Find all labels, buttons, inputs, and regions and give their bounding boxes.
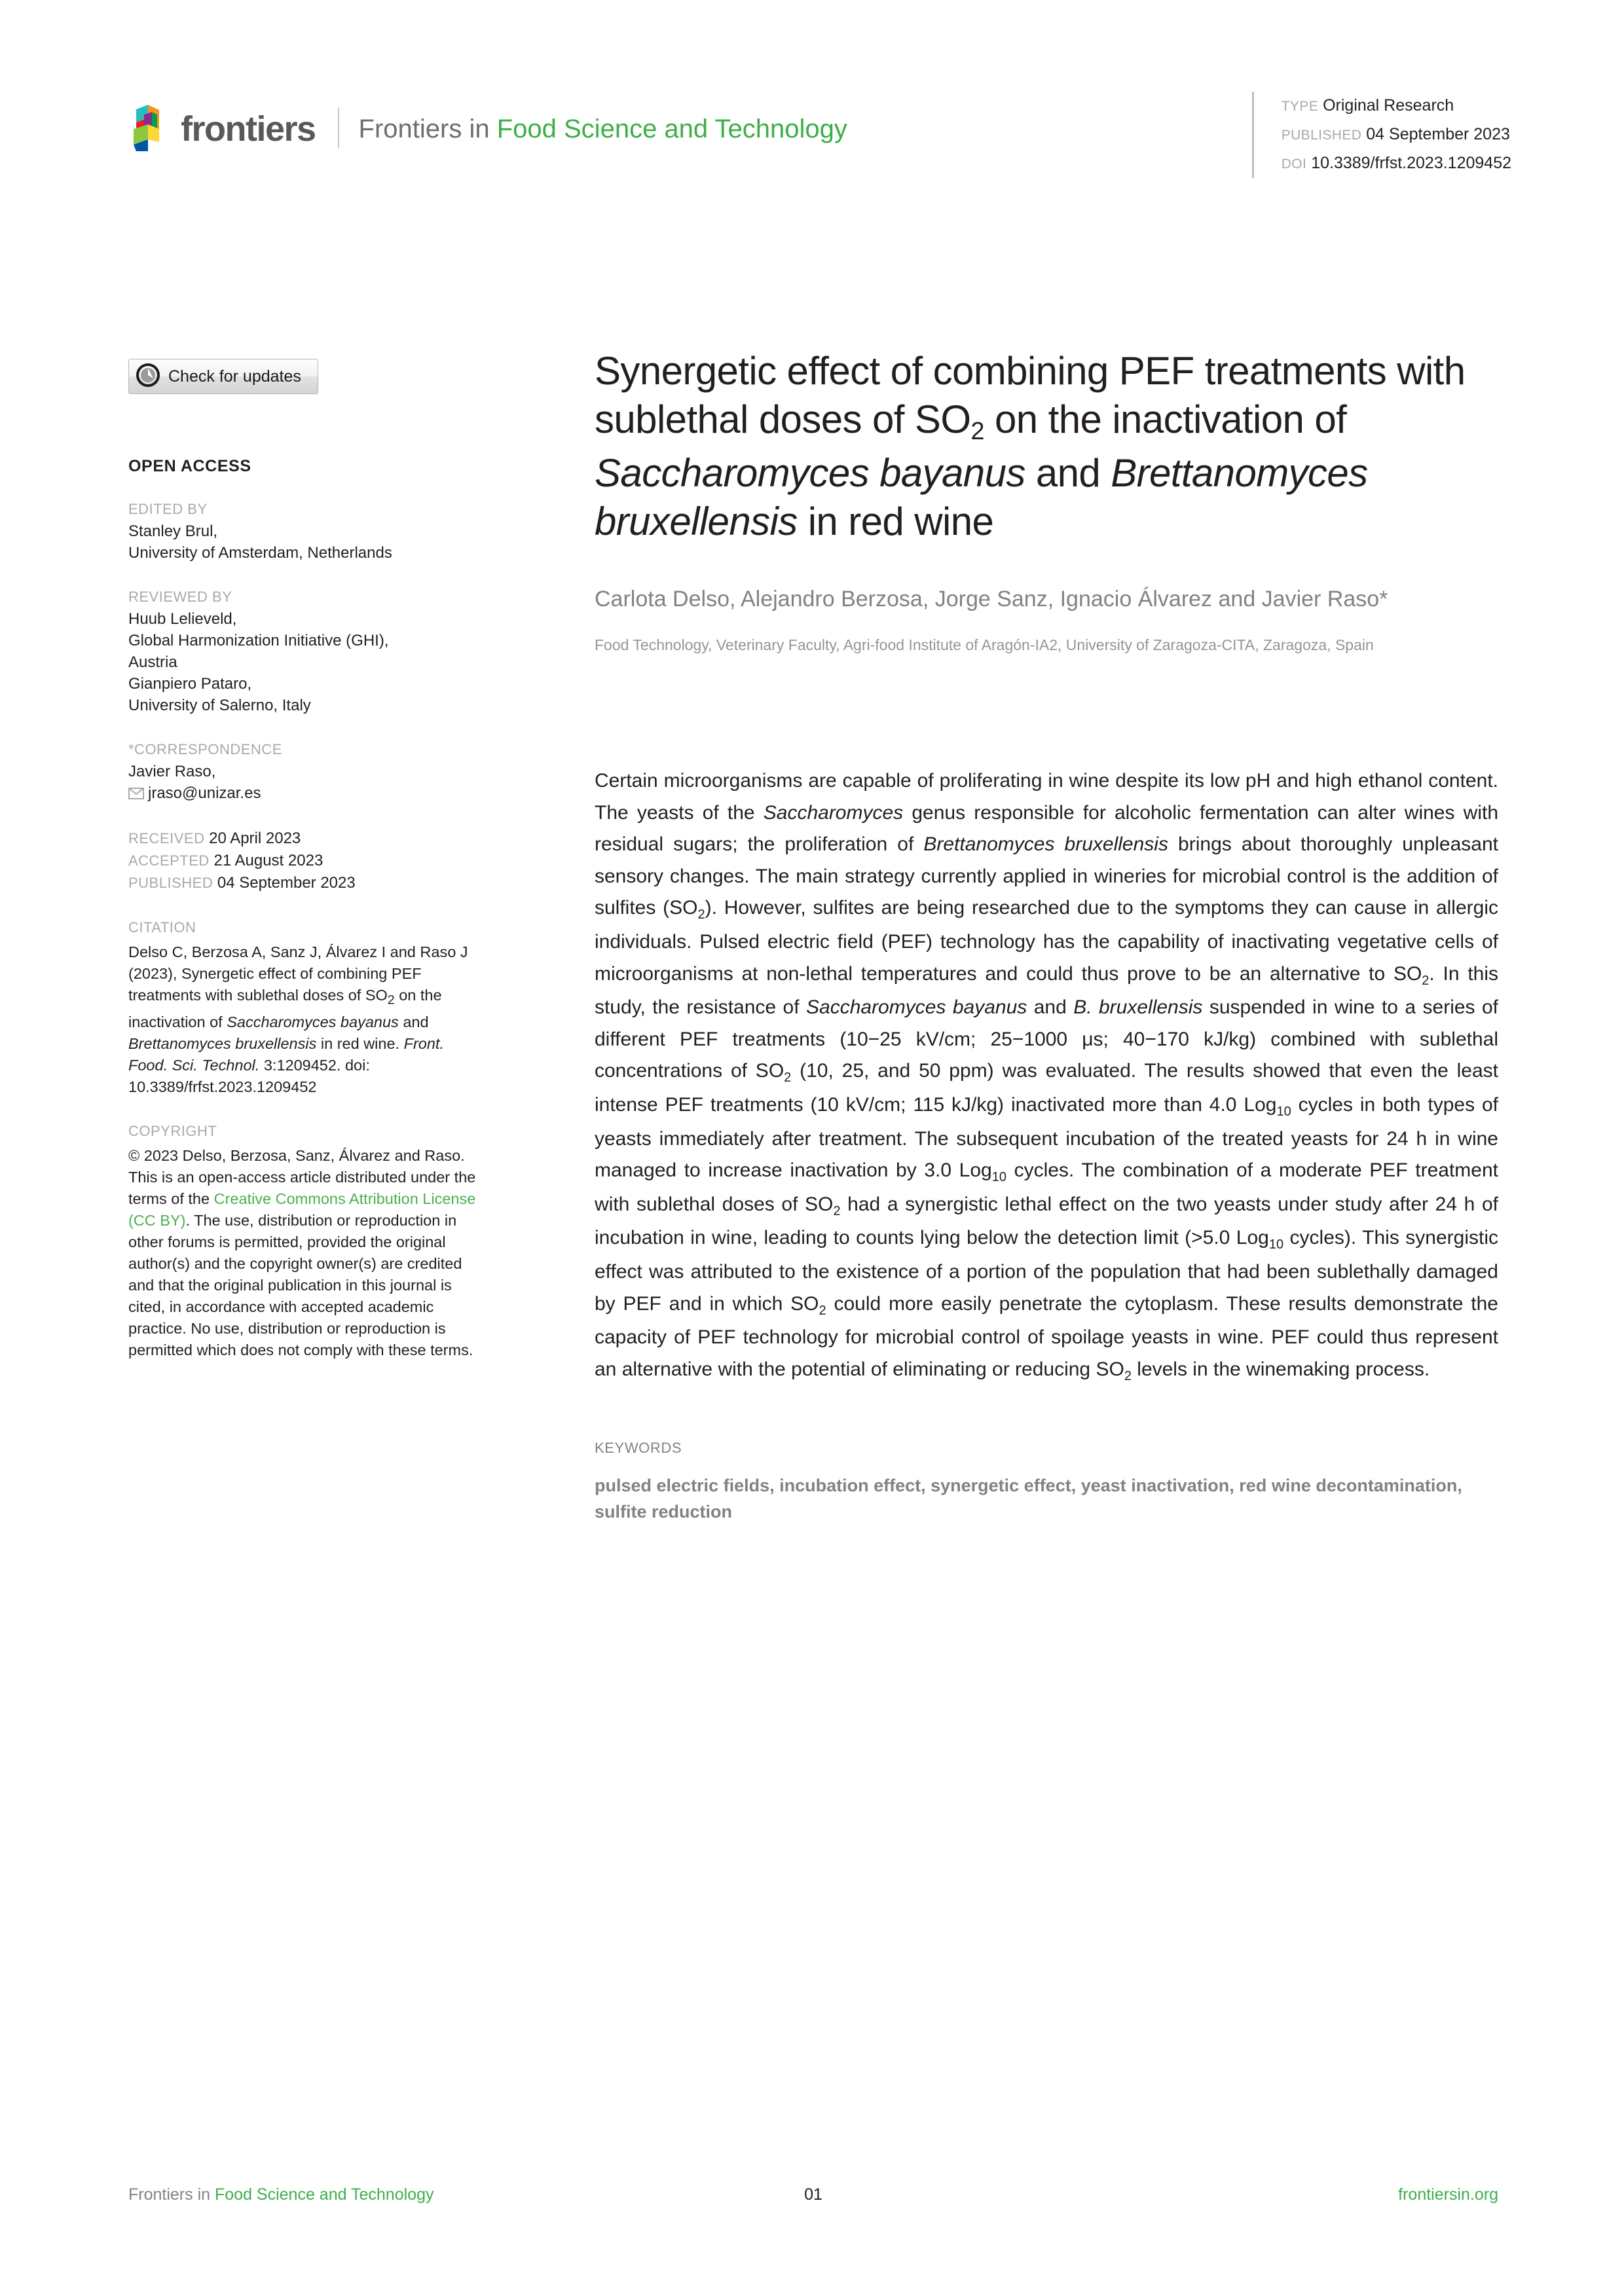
abs-s14: levels in the winemaking process. [1131,1358,1430,1380]
citation-part-3: and [398,1013,429,1030]
published-label: PUBLISHED [128,875,213,891]
citation-label: CITATION [128,919,196,936]
journal-highlight: Food Science and Technology [496,115,847,143]
author-list: Carlota Delso, Alejandro Berzosa, Jorge Sanz, Ignacio Álvarez and Javier Raso* [595,587,1388,611]
correspondence-group [128,738,482,805]
editor-name: Stanley Brul, [128,522,218,540]
abs-i4: B. bruxellensis [1073,996,1203,1019]
article-main [595,347,1498,1525]
abstract-text [595,765,1498,1387]
journal-name [359,116,847,142]
dates-group [128,828,482,894]
title-part-3: and [1025,451,1111,495]
reviewer-1-affiliation-line1: Global Harmonization Initiative (GHI), [128,632,389,649]
abs-s6: and [1027,996,1074,1019]
correspondence-email: jraso@unizar.es [148,784,261,802]
envelope-icon [128,784,144,805]
citation-text [128,941,482,1098]
citation-part-5: 3:1209452. doi: 10.3389/frfst.2023.1209452 [128,1056,370,1095]
brand-divider [338,107,339,148]
page-header [0,0,1624,196]
title-part-1: Synergetic effect of combining PEF treatments with sublethal doses of SO [595,349,1466,441]
abs-i1: Saccharomyces [763,801,904,824]
keywords-text: pulsed electric fields, incubation effect, synergetic effect, yeast inactivation, red wine decontamination, sulfite reduction [595,1476,1462,1522]
copyright-text [128,1145,482,1361]
correspondence-email-row[interactable] [128,782,482,805]
citation-italic-1: Saccharomyces bayanus [227,1013,399,1030]
accepted-value: 21 August 2023 [213,852,323,869]
title-part-4: in red wine [797,500,994,543]
keywords-label: KEYWORDS [595,1440,682,1457]
abs-s1: Certain microorganisms are capable of proliferating in wine despite its low pH and high ethanol content. The yeasts of the [595,770,1498,824]
copyright-group [128,1120,482,1361]
article-meta-block [1252,92,1511,178]
footer-journal-highlight: Food Science and Technology [214,2185,434,2204]
accepted-label: ACCEPTED [128,852,210,869]
abs-sub7: 10 [1268,1237,1284,1252]
citation-italic-2: Brettanomyces bruxellensis [128,1034,317,1052]
abs-s4: ). However, sulfites are being researched due to the symptoms they can cause in allergic individuals. Pulsed electric field (PEF) technology has the capability of inactivating vegetative cells of microorganisms at non-lethal temperatures and could thus prove to be an alternative to SO [595,897,1498,985]
crossmark-icon [136,363,160,391]
citation-group [128,917,482,1098]
citation-part-2: on the inactivation of [128,987,442,1030]
meta-doi [1282,149,1511,178]
title-italic-1: Saccharomyces bayanus [595,451,1025,495]
reviewer-2-affiliation: University of Salerno, Italy [128,697,311,714]
footer-journal [128,2185,434,2204]
copyright-part-2: . The use, distribution or reproduction in other forums is permitted, provided the original author(s) and the copyright owner(s) are credited and that the original publication in this journal is cited, in accordance with accepted academic practice. No use, distribution or reproduction is permitted which does not comply with these terms. [128,1211,473,1358]
reviewer-2-name: Gianpiero Pataro, [128,675,252,693]
brand-row [128,100,847,156]
check-for-updates-label: Check for updates [168,367,301,386]
published-value: 04 September 2023 [217,874,356,892]
footer-journal-prefix: Frontiers in [128,2185,215,2204]
cc-license-link[interactable]: Creative Commons Attribution License (CC BY) [128,1190,476,1229]
abs-i3: Saccharomyces bayanus [806,996,1027,1019]
open-access-heading: OPEN ACCESS [128,457,251,475]
abs-s3: brings about thoroughly unpleasant sensory changes. The main strategy currently applied in wineries for microbial control is the addition of sulfites (SO [595,833,1499,919]
abs-s2: genus responsible for alcoholic fermentation can alter wines with residual sugars; the proliferation of [595,801,1498,856]
edited-by-label: EDITED BY [128,501,208,517]
editor-affiliation: University of Amsterdam, Netherlands [128,544,392,562]
copyright-label: COPYRIGHT [128,1122,217,1139]
meta-published-value: 04 September 2023 [1366,125,1510,143]
frontiers-logo-icon [128,101,169,154]
abs-sub6: 2 [833,1203,841,1218]
meta-type [1282,92,1511,120]
reviewed-by-group [128,586,482,716]
abs-sub1: 2 [697,907,705,922]
abs-s11: had a synergistic lethal effect on the two yeasts under study after 24 h of incubation in wine, leading to counts lying below the detection limit (>5.0 Log [595,1193,1498,1249]
meta-type-value: Original Research [1323,96,1454,115]
copyright-part-1: © 2023 Delso, Berzosa, Sanz, Álvarez and Raso. This is an open-access article distributed under the terms of the [128,1146,476,1207]
abs-i2: Brettanomyces bruxellensis [923,833,1168,856]
reviewer-1-name: Huub Lelieveld, [128,610,237,628]
abs-s13: could more easily penetrate the cytoplasm. These results demonstrate the capacity of PEF technology for microbial control of spoilage yeasts in wine. PEF could thus represent an alternative with the potential of eliminating or reducing SO [595,1292,1498,1380]
abs-sub9: 2 [1124,1368,1132,1383]
citation-part-4: in red wine. [316,1034,404,1052]
footer-website-link[interactable]: frontiersin.org [1398,2185,1498,2204]
received-value: 20 April 2023 [209,829,301,847]
abs-s5: . In this study, the resistance of [595,962,1498,1019]
abs-sub4: 10 [1276,1104,1291,1119]
article-sidebar [128,359,482,1361]
citation-sub-1: 2 [387,993,395,1008]
meta-published [1282,120,1511,149]
meta-published-label: PUBLISHED [1281,128,1362,143]
correspondence-name: Javier Raso, [128,763,216,780]
correspondence-label: *CORRESPONDENCE [128,741,282,757]
abs-sub2: 2 [1422,973,1430,988]
meta-type-label: TYPE [1281,99,1319,114]
author-affiliation: Food Technology, Veterinary Faculty, Agri-food Institute of Aragón-IA2, University of Zaragoza-CITA, Zaragoza, Spain [595,636,1374,653]
published-row [128,872,482,894]
meta-doi-label: DOI [1281,156,1307,172]
abs-s9: cycles in both types of yeasts immediately after treatment. The subsequent incubation of the treated yeasts for 24 h in wine managed to increase inactivation by 3.0 Log [595,1093,1498,1182]
citation-italic-3: Front. Food. Sci. Technol. [128,1034,444,1074]
abs-sub5: 10 [991,1170,1006,1185]
received-row [128,828,482,850]
page-title [595,347,1498,546]
citation-part-1: Delso C, Berzosa A, Sanz J, Álvarez I and Raso J (2023), Synergetic effect of combining PEF treatments with sublethal doses of SO [128,943,468,1004]
title-italic-2: Brettanomyces bruxellensis [595,451,1368,543]
edited-by-group [128,498,482,564]
page-footer [128,2185,1498,2212]
title-part-2: on the inactivation of [984,397,1347,441]
abs-s7: suspended in wine to a series of different PEF treatments (10−25 kV/cm; 25−1000 μs; 40−170 kJ/kg) combined with sublethal concentrations of SO [595,996,1499,1082]
reviewer-1-affiliation-line2: Austria [128,653,177,671]
abs-s10: cycles. The combination of a moderate PEF treatment with sublethal doses of SO [595,1159,1498,1215]
reviewed-by-label: REVIEWED BY [128,589,232,605]
check-for-updates-button[interactable] [128,359,318,394]
journal-prefix: Frontiers in [358,115,497,143]
received-label: RECEIVED [128,830,205,847]
frontiers-wordmark: frontiers [181,109,316,149]
abs-sub8: 2 [819,1303,826,1318]
abs-s8: (10, 25, and 50 ppm) was evaluated. The results showed that even the least intense PEF treatments (10 kV/cm; 115 kJ/kg) inactivated more than 4.0 Log [595,1060,1499,1116]
page-number: 01 [804,2185,822,2204]
abs-sub3: 2 [784,1070,792,1085]
accepted-row [128,850,482,872]
meta-doi-value[interactable]: 10.3389/frfst.2023.1209452 [1311,154,1511,172]
abs-s12: cycles). This synergistic effect was attributed to the existence of a portion of the population that had been sublethally damaged by PEF and in which SO [595,1227,1498,1315]
title-sub: 2 [970,418,984,445]
